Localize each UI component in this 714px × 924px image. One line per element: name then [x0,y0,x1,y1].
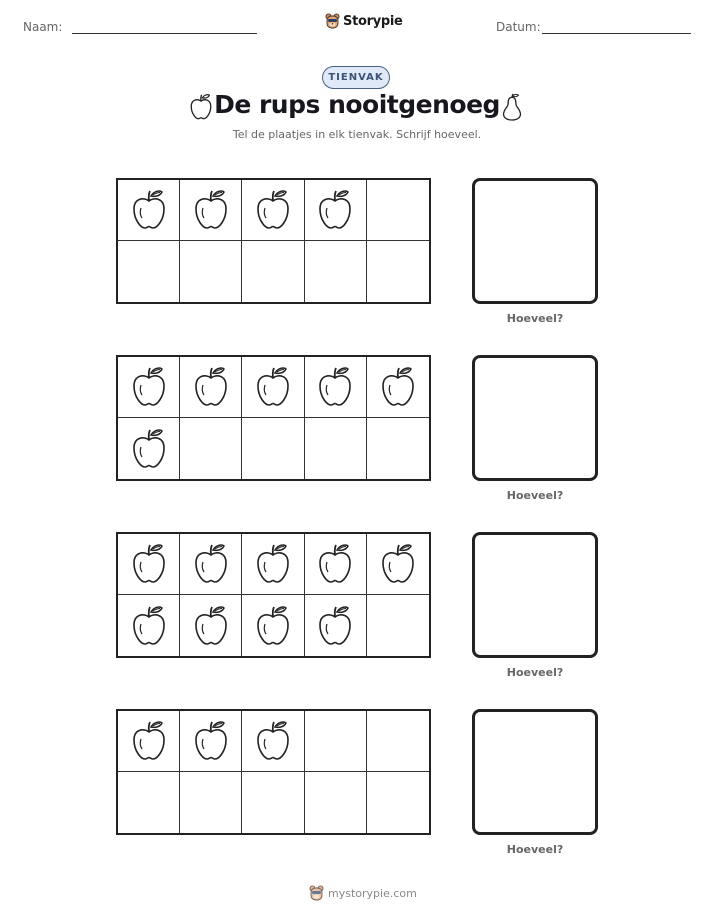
apple-icon [129,604,169,648]
frame-cell [118,418,180,479]
frame-cell [180,711,242,772]
frame-cell [305,357,367,418]
apple-icon [129,188,169,232]
footer-url: mystorypie.com [328,887,417,900]
frame-cell [305,180,367,241]
frame-cell [118,595,180,656]
frame-cell [180,595,242,656]
apple-icon [129,719,169,763]
frame-cell [367,534,429,595]
ten-frame-3 [116,532,431,658]
frame-cell [367,772,429,833]
frame-cell [305,772,367,833]
apple-icon [315,188,355,232]
frame-cell [367,357,429,418]
worksheet-type-badge: TIENVAK [322,66,390,89]
answer-box-4[interactable] [472,709,598,835]
answer-box-2[interactable] [472,355,598,481]
apple-icon [191,542,231,586]
brand-name: Storypie [343,14,403,29]
frame-cell [242,241,304,302]
frame-cell [305,534,367,595]
frame-cell [367,418,429,479]
answer-label-2: Hoeveel? [506,489,564,502]
bear-mascot-icon [325,13,340,30]
frame-cell [305,418,367,479]
apple-icon [315,604,355,648]
frame-cell [242,534,304,595]
apple-icon [253,542,293,586]
apple-icon [315,542,355,586]
ten-frame-4 [116,709,431,835]
frame-cell [118,772,180,833]
apple-icon [253,719,293,763]
frame-cell [367,180,429,241]
frame-cell [180,534,242,595]
frame-cell [118,711,180,772]
frame-cell [242,711,304,772]
answer-label-4: Hoeveel? [506,843,564,856]
frame-cell [367,241,429,302]
frame-cell [242,418,304,479]
pear-icon [499,92,525,122]
apple-icon [191,188,231,232]
apple-icon [378,365,418,409]
frame-cell [180,357,242,418]
apple-icon [191,604,231,648]
brand-logo [325,13,403,30]
frame-cell [180,772,242,833]
frame-cell [242,772,304,833]
frame-cell [242,357,304,418]
ten-frame-1 [116,178,431,304]
frame-cell [118,534,180,595]
apple-icon [129,542,169,586]
apple-icon [253,188,293,232]
apple-icon [253,604,293,648]
frame-cell [242,180,304,241]
footer [309,885,417,902]
frame-cell [118,357,180,418]
frame-cell [305,711,367,772]
frame-cell [118,180,180,241]
frame-cell [180,180,242,241]
answer-label-3: Hoeveel? [506,666,564,679]
frame-cell [305,241,367,302]
page-title: De rups nooitgenoeg [214,90,500,119]
name-label: Naam: [23,20,63,34]
apple-icon [191,365,231,409]
frame-cell [118,241,180,302]
apple-icon [315,365,355,409]
apple-icon [129,427,169,471]
date-label: Datum: [496,20,541,34]
instructions: Tel de plaatjes in elk tienvak. Schrijf hoeveel. [232,128,482,141]
answer-box-3[interactable] [472,532,598,658]
bear-mascot-icon [309,885,324,902]
ten-frame-2 [116,355,431,481]
apple-icon [253,365,293,409]
answer-label-1: Hoeveel? [506,312,564,325]
apple-icon [129,365,169,409]
frame-cell [180,241,242,302]
frame-cell [305,595,367,656]
apple-icon [378,542,418,586]
frame-cell [180,418,242,479]
date-line[interactable] [542,33,691,34]
frame-cell [367,711,429,772]
name-line[interactable] [72,33,257,34]
frame-cell [367,595,429,656]
frame-cell [242,595,304,656]
answer-box-1[interactable] [472,178,598,304]
apple-icon [191,719,231,763]
